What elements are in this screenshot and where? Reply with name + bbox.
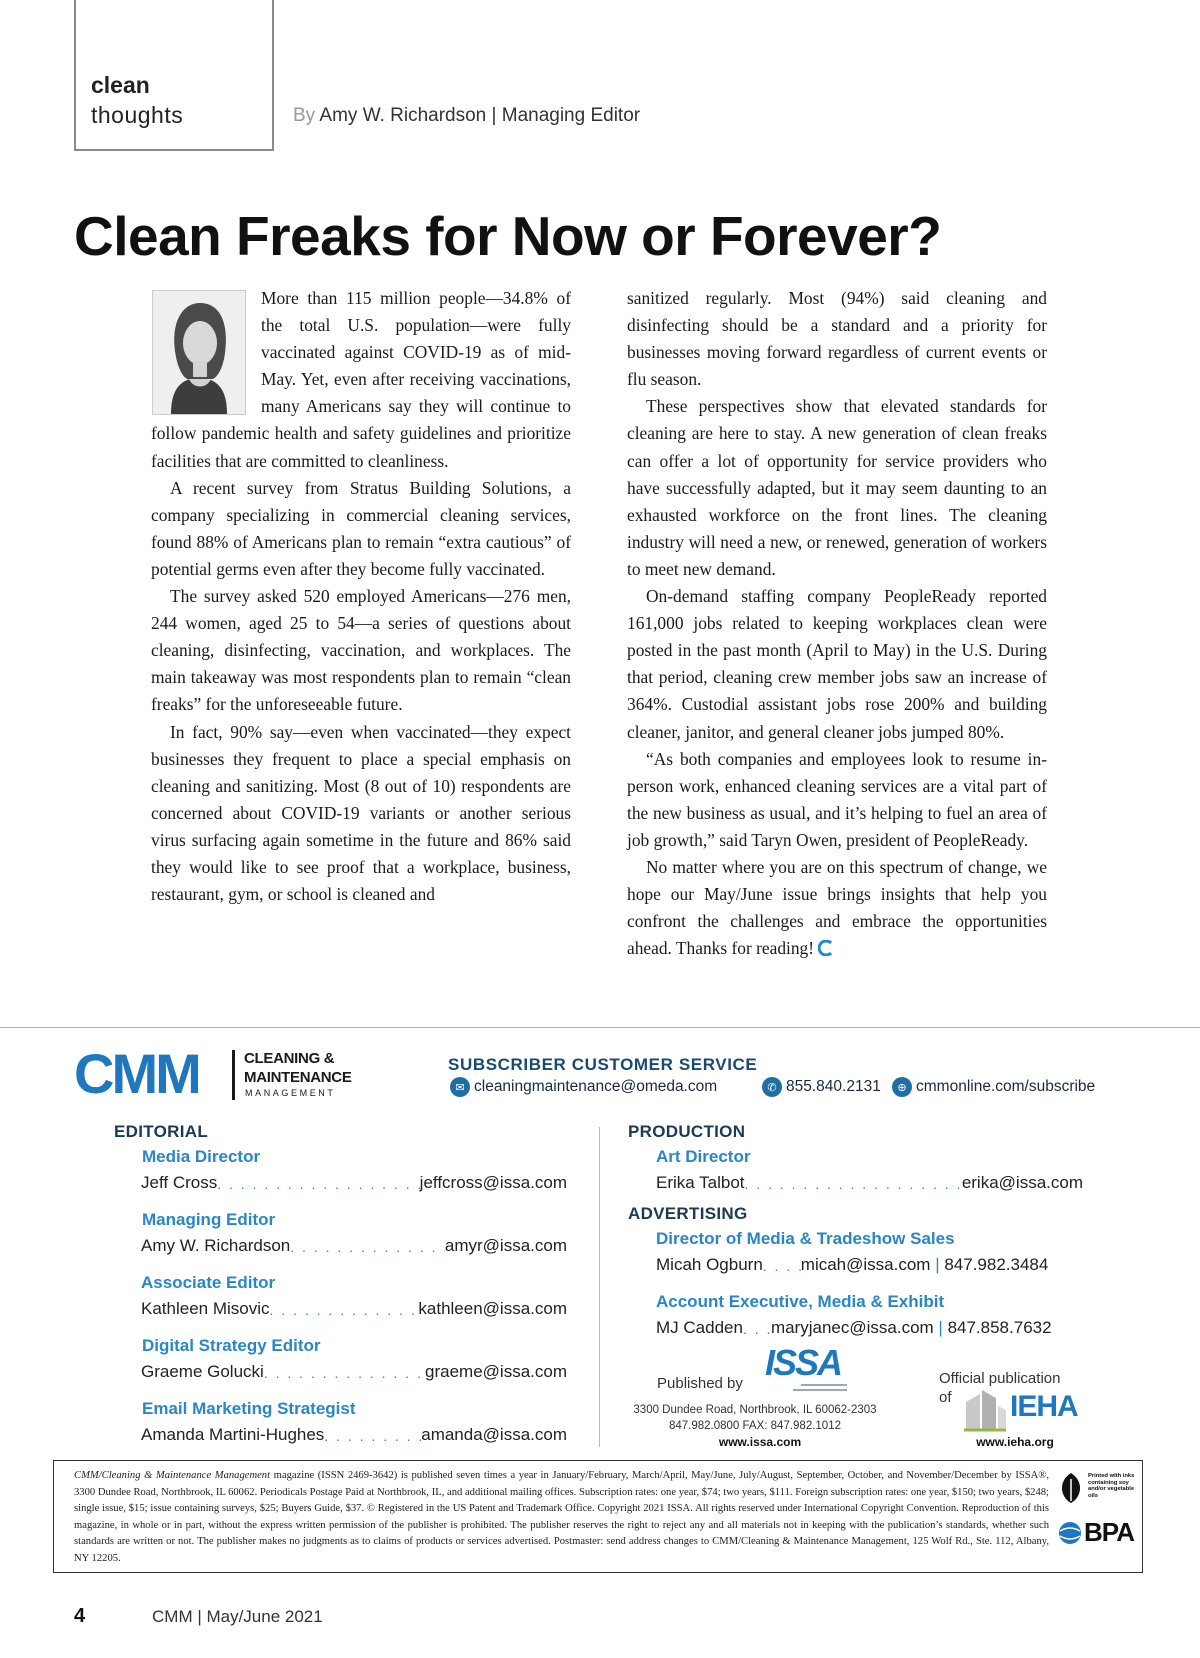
article-paragraph: sanitized regularly. Most (94%) said cleaning and disinfecting should be a standard and a priority for businesses moving forward regardless of current events or flu season. xyxy=(627,288,1047,390)
column-label-bold: clean xyxy=(91,72,150,98)
article-paragraph: The survey asked 520 employed Americans—276 men, 244 women, aged 25 to 54—a series of questions about cleaning, disinfecting, vaccination, and workplaces. The main takeaway was most respondents plan to remain “clean freaks” for the unforeseeable future. xyxy=(151,586,571,715)
production-heading: PRODUCTION xyxy=(628,1122,746,1141)
article-paragraph: “As both companies and employees look to resume in-person work, enhanced cleaning services are a vital part of the new business as usual, and it’s helping to fuel an area of job growth,” said Taryn Owen, president of PeopleReady. xyxy=(627,748,1047,850)
bpa-globe-icon xyxy=(1058,1521,1082,1545)
ieha-logo xyxy=(962,1386,1092,1434)
end-mark-icon xyxy=(818,940,834,956)
staff-name: Amanda Martini-Hughes xyxy=(141,1425,325,1444)
masthead-divider xyxy=(599,1127,600,1447)
legal-text: magazine (ISSN 2469-3642) is published seven times a year in January/February, March/April, May/June, July/August, September, October, and November/December by ISSA®, 3300 Dundee Road, Northbrook, IL 60062. Periodicals Postage Paid at Northbrook, IL, and additional mailing offices. Subscription rates: one year, $74; two years, $111. Foreign subscription rates: one year, $150; two years, $248; single issue, $15; issue containing surveys, $25; Buyers Guide, $37. © Registered in the US Patent and Trademark Office. Copyright 2021 ISSA. All rights reserved under International Copyright Convention. Reproduction of this magazine, in whole or in part, without the express written permission of the publisher is prohibited. The publisher reserves the right to reject any and all materials not in keeping with the publication’s standards, whether such standards are written or not. The publisher makes no judgments as to claims of products or services advertised. Postmaster: send address changes to CMM/Cleaning & Maintenance Management, 125 Wolf Rd., Ste. 112, Albany, NY 12205. xyxy=(74,1470,1050,1564)
staff-entry: MJ Cadden . . . maryjanec@issa.com | 847.858.7632 xyxy=(656,1318,1084,1340)
publisher-address xyxy=(615,1402,895,1434)
leaf-icon xyxy=(1058,1471,1084,1505)
staff-name: Erika Talbot xyxy=(656,1173,745,1192)
staff-email[interactable]: amanda@issa.com xyxy=(421,1425,567,1444)
byline-author: Amy W. Richardson | Managing Editor xyxy=(319,105,641,126)
article-paragraph: These perspectives show that elevated standards for cleaning are here to stay. A new generation of clean freaks can offer a lot of opportunity for service providers who have successfully adapted, but it may seem daunting to an exhausted workforce on the front lines. The cleaning industry will need a new, or renewed, generation of workers to meet new demand. xyxy=(627,396,1047,579)
subscriber-phone[interactable] xyxy=(762,1077,881,1097)
staff-email[interactable]: graeme@issa.com xyxy=(425,1362,567,1381)
bpa-text: BPA xyxy=(1084,1517,1134,1547)
byline xyxy=(293,105,640,127)
article-column-1 xyxy=(151,285,571,908)
ieha-logo-text: IEHA xyxy=(1010,1390,1078,1423)
staff-entry xyxy=(141,1425,567,1447)
official-text-of: of xyxy=(939,1389,952,1406)
published-by-label: Published by xyxy=(657,1375,743,1392)
publisher-address-line: 3300 Dundee Road, Northbrook, IL 60062-2303 xyxy=(633,1404,877,1416)
article-paragraph: More than 115 million people—34.8% of the total U.S. population—were fully vaccinated against COVID-19 as of mid-May. Yet, even after receiving vaccinations, many Americans say they will continue to follow pandemic health and safety guidelines and prioritize facilities that are committed to cleanliness. xyxy=(151,288,571,471)
staff-name: Micah Ogburn xyxy=(656,1255,763,1274)
article-paragraph: On-demand staffing company PeopleReady reported 161,000 jobs related to keeping workplaces clean were posted in the past month (April to May) in the U.S. During that period, cleaning crew member jobs saw an increase of 364%. Custodial assistant jobs rose 200% and building cleaner, janitor, and general cleaner jobs jumped 80%. xyxy=(627,586,1047,742)
issa-logo-text: ISSA xyxy=(765,1342,842,1383)
staff-email[interactable]: kathleen@issa.com xyxy=(418,1299,567,1318)
publisher-website[interactable]: www.issa.com xyxy=(718,1435,802,1449)
subscriber-phone-text: 855.840.2131 xyxy=(786,1078,881,1095)
subscriber-email[interactable] xyxy=(450,1077,717,1097)
byline-by: By xyxy=(293,105,316,126)
subscriber-email-text: cleaningmaintenance@omeda.com xyxy=(474,1078,718,1095)
advertising-heading: ADVERTISING xyxy=(628,1204,748,1223)
staff-email[interactable]: maryjanec@issa.com xyxy=(770,1318,934,1337)
staff-entry xyxy=(141,1236,567,1258)
article-paragraph: A recent survey from Stratus Building Solutions, a company specializing in commercial cleaning services, found 88% of Americans plan to remain “extra cautious” of potential germs even after they become fully vaccinated. xyxy=(151,477,571,579)
staff-role: Media Director xyxy=(142,1147,261,1166)
staff-email[interactable]: micah@issa.com xyxy=(800,1255,931,1274)
cmm-logo-line3: MANAGEMENT xyxy=(245,1088,336,1098)
cmm-logo-letters: CMM xyxy=(74,1042,199,1105)
subscriber-contacts xyxy=(448,1077,1188,1103)
building-icon xyxy=(962,1386,1008,1432)
subscriber-web-text: cmmonline.com/subscribe xyxy=(916,1078,1096,1095)
issa-logo xyxy=(763,1342,853,1398)
staff-entry xyxy=(141,1299,567,1321)
staff-name: MJ Cadden xyxy=(656,1318,743,1337)
legal-notice xyxy=(74,1468,1049,1568)
official-text: Official publication xyxy=(939,1370,1061,1387)
soy-ink-badge xyxy=(1058,1469,1138,1509)
ieha-website[interactable]: www.ieha.org xyxy=(976,1435,1054,1449)
staff-name: Jeff Cross xyxy=(141,1173,218,1192)
staff-role: Email Marketing Strategist xyxy=(142,1399,356,1418)
staff-entry xyxy=(141,1173,567,1195)
photo-wrap-space xyxy=(151,285,261,415)
staff-role: Digital Strategy Editor xyxy=(142,1336,321,1355)
staff-email[interactable]: erika@issa.com xyxy=(961,1173,1083,1192)
article-last-paragraph xyxy=(627,854,1047,962)
staff-email[interactable]: amyr@issa.com xyxy=(444,1236,567,1255)
soy-ink-text: Printed with inks containing soy and/or vegetable oils xyxy=(1088,1473,1135,1499)
section-divider xyxy=(0,1027,1200,1028)
legal-notice-box xyxy=(53,1460,1143,1573)
publisher-phones: 847.982.0800 FAX: 847.982.1012 xyxy=(668,1420,841,1432)
staff-name: Amy W. Richardson xyxy=(141,1236,291,1255)
globe-icon: ⊕ xyxy=(892,1077,912,1097)
staff-role: Art Director xyxy=(656,1147,751,1166)
bpa-badge xyxy=(1058,1517,1138,1557)
staff-phone: 847.858.7632 xyxy=(947,1318,1052,1337)
staff-role: Managing Editor xyxy=(142,1210,276,1229)
phone-icon: ✆ xyxy=(762,1077,782,1097)
staff-role: Director of Media & Tradeshow Sales xyxy=(656,1229,955,1248)
cmm-logo xyxy=(74,1042,364,1105)
headline: Clean Freaks for Now or Forever? xyxy=(74,205,942,267)
issa-tagline-lines xyxy=(801,1384,847,1386)
subscriber-web[interactable] xyxy=(892,1077,1095,1097)
folio: CMM | May/June 2021 xyxy=(152,1607,323,1626)
subscriber-title: SUBSCRIBER CUSTOMER SERVICE xyxy=(448,1055,758,1074)
cmm-logo-line1: CLEANING & xyxy=(244,1050,335,1067)
staff-entry xyxy=(141,1362,567,1384)
article-paragraph-text: No matter where you are on this spectrum of change, we hope our May/June issue brings insights that help you confront the challenges and embrace the opportunities ahead. Thanks for reading! xyxy=(627,856,1047,959)
staff-role: Account Executive, Media & Exhibit xyxy=(656,1292,945,1311)
magazine-name: CMM/Cleaning & Maintenance Management xyxy=(74,1470,271,1481)
cmm-logo-divider xyxy=(232,1050,235,1100)
email-icon: ✉ xyxy=(450,1077,470,1097)
editorial-heading: EDITORIAL xyxy=(114,1122,209,1141)
staff-role: Associate Editor xyxy=(141,1273,276,1292)
staff-name: Kathleen Misovic xyxy=(141,1299,270,1318)
article-column-2 xyxy=(627,285,1047,962)
staff-phone: 847.982.3484 xyxy=(944,1255,1049,1274)
staff-entry: Micah Ogburn . . . micah@issa.com | 847.982.3484 xyxy=(656,1255,1084,1277)
cmm-logo-line2: MAINTENANCE xyxy=(244,1069,352,1086)
staff-email[interactable]: jeffcross@issa.com xyxy=(419,1173,567,1192)
staff-name: Graeme Golucki xyxy=(141,1362,264,1381)
article-paragraph: In fact, 90% say—even when vaccinated—they expect businesses they frequent to place a special emphasis on cleaning and sanitizing. Most (8 out of 10) respondents are concerned about COVID-19 variants or another serious virus surfacing again sometime in the future and 86% said they would like to see proof that a workplace, business, restaurant, gym, or school is cleaned and xyxy=(151,721,571,905)
column-label-light: thoughts xyxy=(91,102,184,128)
staff-entry xyxy=(656,1173,1083,1195)
page-number: 4 xyxy=(74,1605,86,1627)
